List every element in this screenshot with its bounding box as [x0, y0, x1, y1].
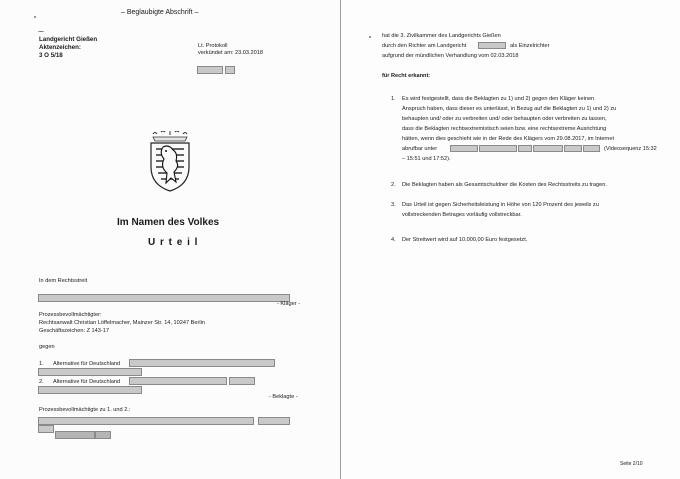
- redaction-block: [38, 386, 142, 394]
- redaction-block: [225, 66, 235, 74]
- item-1-line: behaupten und/ oder zu verbreiten und/ oder behaupten oder verbreiten zu lassen,: [402, 116, 607, 122]
- redaction-block: [129, 359, 275, 367]
- redaction-block: [197, 66, 223, 74]
- item-1-line: Anspruch haben, dass dieser es unterlässt, in Bezug auf die Beklagten zu 1) und 2) zu: [402, 106, 617, 112]
- item-1-line: dass die Beklagten rechtsextremistisch seien bzw. eine rechtsextreme Ausrichtung: [402, 126, 607, 132]
- item-1-line: – 15:51 und 17:52).: [402, 156, 451, 162]
- redaction-block: [38, 425, 54, 433]
- redaction-block: [38, 417, 254, 425]
- file-number: 3 O 5/18: [39, 52, 63, 59]
- intro-line: hat die 3. Zivilkammer des Landgerichts Gießen: [382, 33, 501, 39]
- plaintiff-role: - Kläger -: [277, 301, 301, 307]
- redaction-block: [450, 145, 478, 152]
- redaction-block: [478, 42, 506, 49]
- redaction-block: [38, 294, 290, 302]
- scan-speck: [369, 36, 371, 38]
- item-4-number: 4.: [391, 237, 396, 243]
- item-3-line: Das Urteil ist gegen Sicherheitsleistung in Höhe von 120 Prozent des jeweils zu: [402, 202, 599, 208]
- item-2-number: 2.: [391, 182, 396, 188]
- verdict-heading: für Recht erkannt:: [382, 73, 431, 79]
- page-number: Seite 2/10: [620, 461, 643, 467]
- counsel-name: Rechtsanwalt Christian Löffelmacher, Mainzer Str. 14, 10247 Berlin: [39, 320, 205, 326]
- item-3-number: 3.: [391, 202, 396, 208]
- pronounced-date: verkündet am: 23.03.2018: [198, 50, 263, 56]
- judgment-title: U r t e i l: [148, 237, 199, 248]
- defendant-1-name: Alternative für Deutschland: [53, 361, 121, 367]
- redaction-block: [518, 145, 532, 152]
- file-number-label: Aktenzeichen:: [39, 44, 81, 51]
- defendant-2-name: Alternative für Deutschland: [53, 379, 121, 385]
- redaction-block: [129, 377, 227, 385]
- page-2: [341, 0, 680, 479]
- court-name: Landgericht Gießen: [39, 36, 98, 43]
- redaction-block: [258, 417, 290, 425]
- scan-speck: [38, 31, 44, 32]
- redaction-block: [583, 145, 600, 152]
- item-1-line: (Videosequenz 15:32: [604, 146, 657, 152]
- item-1-number: 1.: [391, 96, 396, 102]
- intro-line: durch den Richter am Landgericht: [382, 43, 467, 49]
- item-1-line: abrufbar unter: [402, 146, 438, 152]
- scan-speck: [34, 16, 36, 18]
- counsel-reference: Geschäftszeichen: Z 143-17: [39, 328, 109, 334]
- defendant-1-number: 1.: [39, 361, 44, 367]
- certified-copy-label: – Beglaubigte Abschrift –: [121, 9, 199, 16]
- item-2-text: Die Beklagten haben als Gesamtschuldner die Kosten des Rechtsstreits zu tragen.: [402, 182, 607, 188]
- redaction-block: [229, 377, 255, 385]
- versus-label: gegen: [39, 344, 55, 350]
- counsel-label: Prozessbevollmächtigter:: [39, 312, 102, 318]
- defendant-role: - Beklagte -: [269, 394, 298, 400]
- redaction-block: [564, 145, 582, 152]
- intro-line: aufgrund der mündlichen Verhandlung vom 02.03.2018: [382, 53, 519, 59]
- item-4-text: Der Streitwert wird auf 10.000,00 Euro festgesetzt.: [402, 237, 528, 243]
- heading-in-the-name-of-the-people: Im Namen des Volkes: [117, 217, 220, 228]
- redaction-block: [38, 368, 142, 376]
- item-1-line: Es wird festgestellt, dass die Beklagten zu 1) und 2) gegen den Kläger keinen: [402, 96, 595, 102]
- redaction-block: [95, 431, 111, 439]
- defendant-2-number: 2.: [39, 379, 44, 385]
- item-3-line: vollstreckenden Betrages vorläufig vollstreckbar.: [402, 212, 522, 218]
- case-intro: In dem Rechtsstreit: [39, 278, 88, 284]
- redaction-block: [533, 145, 563, 152]
- redaction-block: [479, 145, 517, 152]
- intro-line: als Einzelrichter: [510, 43, 550, 49]
- hesse-coat-of-arms-icon: [147, 131, 193, 193]
- redaction-block: [55, 431, 95, 439]
- protocol-label: Lt. Protokoll: [198, 43, 228, 49]
- item-1-line: hätten, wenn dies geschieht wie in der Rede des Klägers vom 29.08.2017, im Internet: [402, 136, 615, 142]
- defendant-counsel-label: Prozessbevollmächtigte zu 1. und 2.:: [39, 407, 131, 413]
